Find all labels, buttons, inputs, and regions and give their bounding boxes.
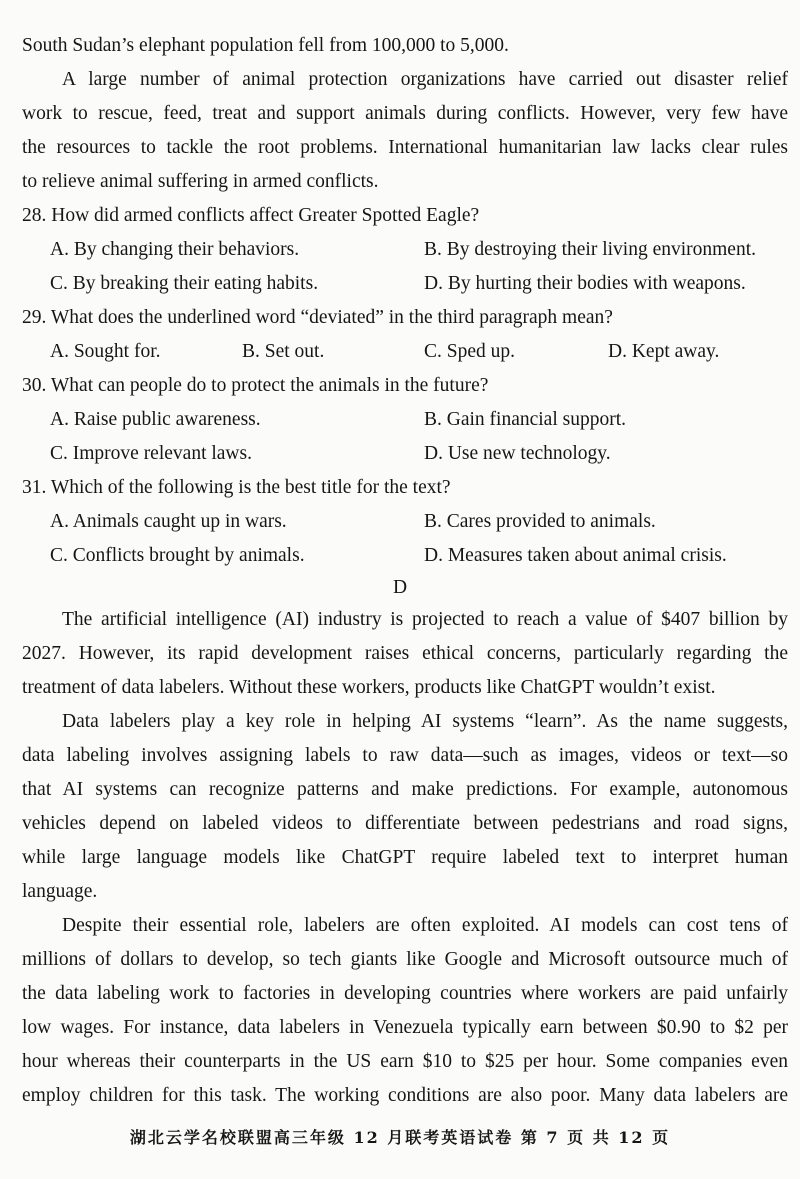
passage-d-p2-line: Data labelers play a key role in helping AI systems “learn”. As the name suggests, — [62, 711, 788, 732]
passage-d-p3-line: hour whereas their counterparts in the US earn $10 to $25 per hour. Some companies even — [22, 1051, 788, 1072]
question-31-option-b: B. Cares provided to animals. — [424, 511, 656, 532]
question-30-stem: 30. What can people do to protect the animals in the future? — [22, 375, 489, 396]
question-31-option-a: A. Animals caught up in wars. — [50, 511, 287, 532]
passage-d-p1-line: 2027. However, its rapid development raises ethical concerns, particularly regarding the — [22, 643, 788, 664]
question-28-option-b: B. By destroying their living environment. — [424, 239, 757, 260]
question-29-option-c: C. Sped up. — [424, 341, 516, 362]
question-30-option-d: D. Use new technology. — [424, 443, 611, 464]
relief-paragraph-line: to relieve animal suffering in armed conflicts. — [22, 171, 379, 192]
passage-d-p1-line: The artificial intelligence (AI) industry is projected to reach a value of $407 billion by — [62, 609, 788, 630]
passage-d-p3-line: millions of dollars to develop, so tech giants like Google and Microsoft outsource much of — [22, 949, 788, 970]
passage-d-p3-line: the data labeling work to factories in developing countries where workers are paid unfairly — [22, 983, 788, 1004]
passage-d-p3-line: Despite their essential role, labelers are often exploited. AI models can cost tens of — [62, 915, 788, 936]
passage-d-heading: D — [392, 577, 408, 598]
question-29-option-a: A. Sought for. — [50, 341, 161, 362]
question-30-option-b: B. Gain financial support. — [424, 409, 626, 430]
question-29-stem: 29. What does the underlined word “deviated” in the third paragraph mean? — [22, 307, 613, 328]
page-footer: 湖北云学名校联盟高三年级 12 月联考英语试卷 第 7 页 共 12 页 — [129, 1128, 671, 1147]
passage-d-p2-line: data labeling involves assigning labels to raw data—such as images, videos or text—so — [22, 745, 788, 766]
passage-d-p2-line: while large language models like ChatGPT require labeled text to interpret human — [22, 847, 788, 868]
question-31-stem: 31. Which of the following is the best title for the text? — [22, 477, 451, 498]
question-31-option-d: D. Measures taken about animal crisis. — [424, 545, 727, 566]
relief-paragraph-line: A large number of animal protection organizations have carried out disaster relief — [62, 69, 788, 90]
question-28-option-c: C. By breaking their eating habits. — [50, 273, 319, 294]
question-28-stem: 28. How did armed conflicts affect Greater Spotted Eagle? — [22, 205, 480, 226]
relief-paragraph-line: the resources to tackle the root problems. International humanitarian law lacks clear rules — [22, 137, 788, 158]
question-28-option-d: D. By hurting their bodies with weapons. — [424, 273, 746, 294]
question-31-option-c: C. Conflicts brought by animals. — [50, 545, 305, 566]
passage-c-last-line: South Sudan’s elephant population fell from 100,000 to 5,000. — [22, 35, 509, 56]
passage-d-p3-line: employ children for this task. The working conditions are also poor. Many data labelers are — [22, 1085, 788, 1106]
question-30-option-a: A. Raise public awareness. — [50, 409, 261, 430]
question-28-option-a: A. By changing their behaviors. — [50, 239, 300, 260]
relief-paragraph-line: work to rescue, feed, treat and support animals during conflicts. However, very few have — [22, 103, 788, 124]
passage-d-p2-line: language. — [22, 881, 98, 902]
question-30-option-c: C. Improve relevant laws. — [50, 443, 252, 464]
question-29-option-b: B. Set out. — [242, 341, 325, 362]
passage-d-p2-line: that AI systems can recognize patterns and make predictions. For example, autonomous — [22, 779, 788, 800]
question-29-option-d: D. Kept away. — [608, 341, 720, 362]
passage-d-p2-line: vehicles depend on labeled videos to differentiate between pedestrians and road signs, — [22, 813, 788, 834]
passage-d-p1-line: treatment of data labelers. Without these workers, products like ChatGPT wouldn’t exist. — [22, 677, 716, 698]
passage-d-p3-line: low wages. For instance, data labelers in Venezuela typically earn between $0.90 to $2 per — [22, 1017, 788, 1038]
